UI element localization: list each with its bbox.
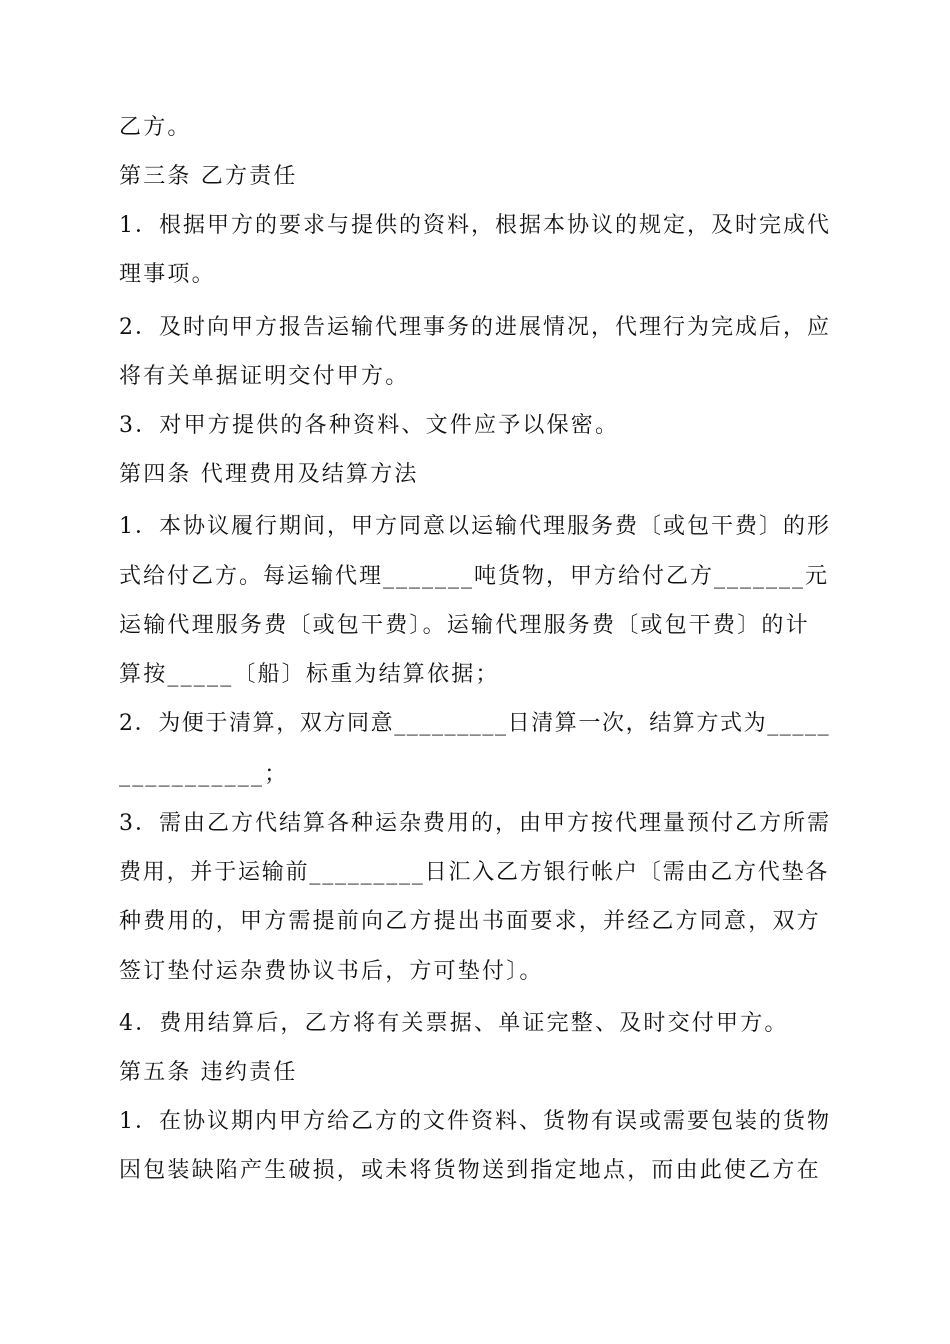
text-line: 3．需由乙方代结算各种运杂费用的，由甲方按代理量预付乙方所需 (119, 811, 831, 836)
text-line: 乙方。 (119, 115, 192, 140)
text-line: 4．费用结算后，乙方将有关票据、单证完整、及时交付甲方。 (119, 1011, 789, 1036)
text-line: 1．根据甲方的要求与提供的资料，根据本协议的规定，及时完成代 (119, 213, 831, 238)
text-line: 1．在协议期内甲方给乙方的文件资料、货物有误或需要包装的货物 (119, 1109, 831, 1134)
section-heading: 第三条 乙方责任 (119, 164, 298, 189)
text-line: 式给付乙方。每运输代理_______吨货物，甲方给付乙方_______元 (119, 564, 830, 589)
text-line: 将有关单据证明交付甲方。 (119, 364, 410, 389)
text-line: 1．本协议履行期间，甲方同意以运输代理服务费〔或包干费〕的形 (119, 514, 831, 539)
text-line: 理事项。 (119, 262, 216, 287)
text-line: 运输代理服务费〔或包干费〕。运输代理服务费〔或包干费〕的计 (119, 613, 810, 638)
text-line: 2．及时向甲方报告运输代理事务的进展情况，代理行为完成后，应 (119, 315, 831, 340)
section-heading: 第五条 违约责任 (119, 1060, 298, 1085)
text-line: 3．对甲方提供的各种资料、文件应予以保密。 (119, 413, 620, 438)
text-line: 2．为便于清算，双方同意_________日清算一次，结算方式为_____ (119, 711, 831, 736)
text-line: 种费用的，甲方需提前向乙方提出书面要求，并经乙方同意，双方 (119, 909, 821, 934)
text-line: 签订垫付运杂费协议书后，方可垫付〕。 (119, 959, 544, 984)
section-heading: 第四条 代理费用及结算方法 (119, 462, 419, 487)
text-line: 算按_____〔船〕标重为结算依据； (119, 662, 500, 687)
text-line: 因包装缺陷产生破损，或未将货物送到指定地点，而由此使乙方在 (119, 1158, 821, 1183)
text-line: ___________； (119, 762, 289, 787)
text-line: 费用，并于运输前_________日汇入乙方银行帐户〔需由乙方代垫各 (119, 860, 830, 885)
